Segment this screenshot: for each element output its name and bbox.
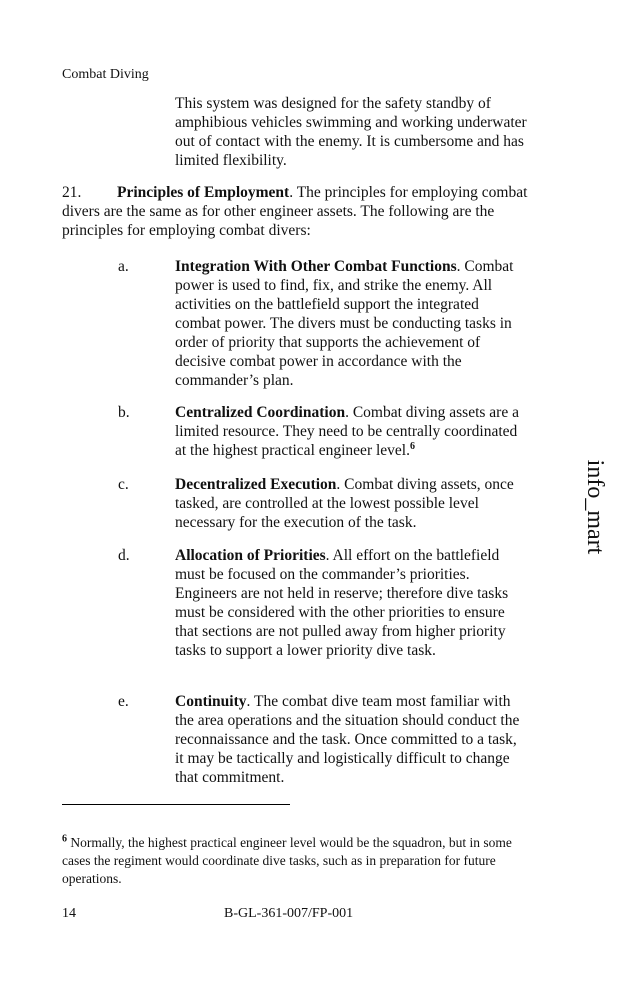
item-b-label: b. [118,404,130,421]
item-d-text [175,546,525,660]
document-id: B-GL-361-007/FP-001 [224,906,354,921]
item-d-body: . All effort on the battlefield must be focused on the commander’s priorities. Engineers are not held in reserve; therefore dive tasks must be considered with the other priorities to ensure that sections are not pulled away from higher priority tasks to support a lower priority dive task. [175,547,509,659]
footnote-ref: 6 [409,440,415,452]
item-e-body: . The combat dive team most familiar with the area operations and the situation should conduct the reconnaissance and the task. Once committed to a task, it may be tactically and logistically difficult to change that commitment. [175,693,520,786]
item-e-title: Continuity [175,693,247,710]
side-watermark-text: info_mart [582,459,608,555]
section-text: . The principles for employing combat divers are the same as for other engineer assets. The following are the principles for employing combat divers: [62,184,528,239]
item-b-text [175,403,525,460]
item-c-body: . Combat diving assets, once tasked, are controlled at the lowest possible level necessary for the execution of the task. [175,476,514,531]
item-a-label: a. [118,258,129,275]
item-c-title: Decentralized Execution [175,476,337,493]
section-title: Principles of Employment [117,184,290,201]
section-21-paragraph [62,183,532,240]
item-a-title: Integration With Other Combat Functions [175,258,457,275]
item-c-text [175,475,525,532]
item-c-label: c. [118,476,129,493]
footnote-divider [62,804,290,805]
running-header: Combat Diving [62,67,149,82]
footnote-number: 6 [62,833,67,845]
item-b-body: . Combat diving assets are a limited resource. They need to be centrally coordinated at the highest practical engineer level. [175,404,519,459]
item-e-text [175,692,525,787]
item-d-label: d. [118,547,130,564]
section-number: 21. [62,184,82,201]
footnote [62,834,522,888]
page-number: 14 [62,906,76,921]
item-d-title: Allocation of Priorities [175,547,326,564]
item-b-title: Centralized Coordination [175,404,346,421]
footnote-text: Normally, the highest practical engineer level would be the squadron, but in some cases the regiment would coordinate dive tasks, such as in preparation for future operations. [62,835,512,886]
intro-paragraph: This system was designed for the safety standby of amphibious vehicles swimming and working underwater out of contact with the enemy. It is cumbersome and has limited flexibility. [175,95,527,169]
item-a-text [175,257,525,390]
item-e-label: e. [118,693,129,710]
item-a-body: . Combat power is used to find, fix, and strike the enemy. All activities on the battlefield support the integrated combat power. The divers must be conducting tasks in order of priority that supports the achievement of decisive combat power in accordance with the commander’s plan. [175,258,514,389]
